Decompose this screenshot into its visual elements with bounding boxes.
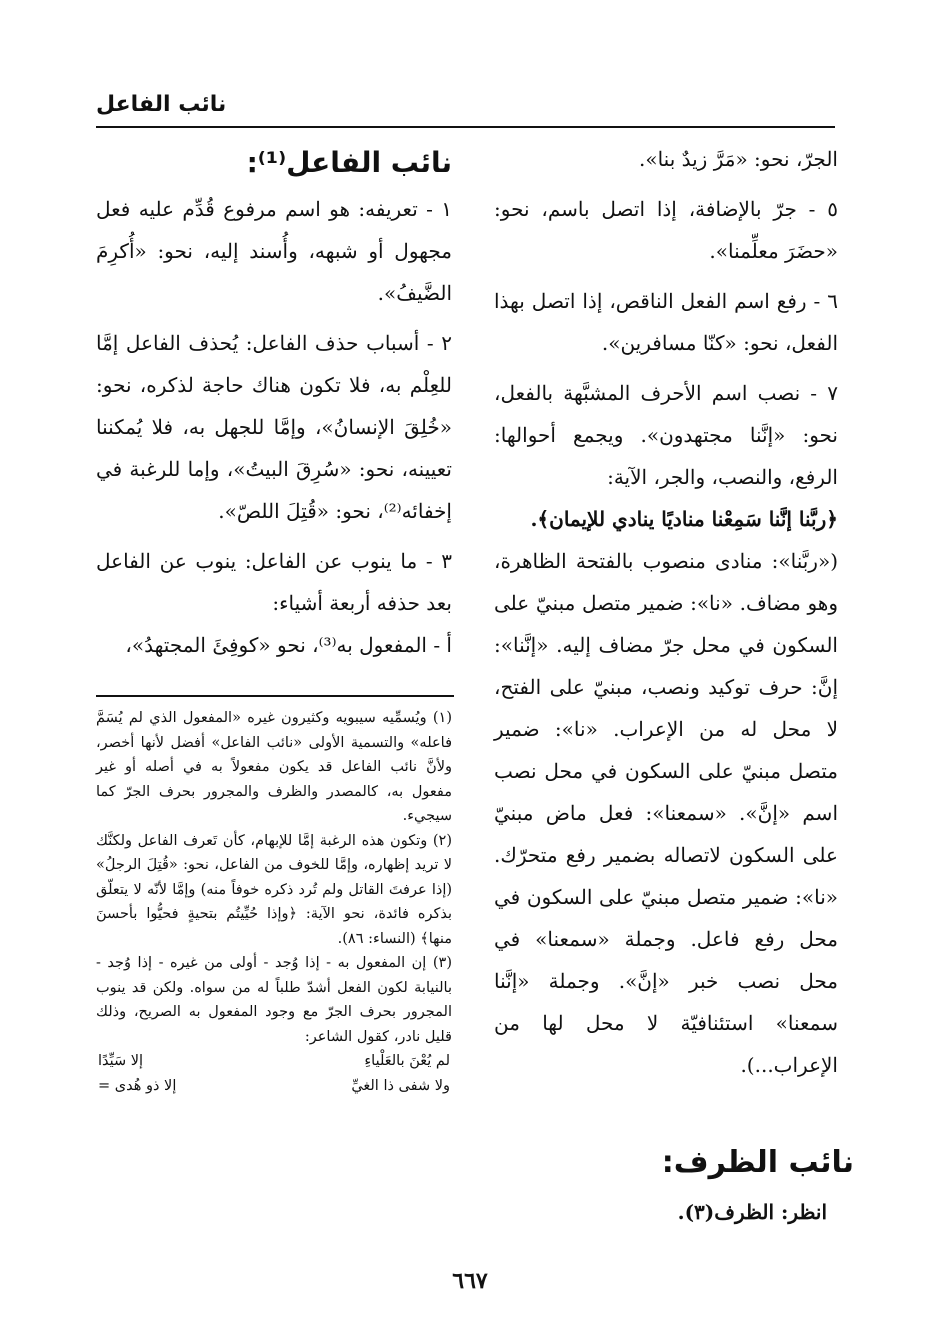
verse-1-hemistich-left: إلا سَيِّدًا: [98, 1053, 144, 1069]
paragraph-reasons: ٢ - أسباب حذف الفاعل: يُحذف الفاعل إمَّا للعِلْم به، فلا تكون هناك حاجة لذكره، نحو: «خُلِقَ الإنسانُ»، وإمَّا للجهل به، فلا يُمكننا تعيينه، نحو: «سُرِقَ البيتُ»، وإما للرغبة في إخفائه⁽²⁾، نحو: «قُتِلَ اللصّ».: [96, 331, 452, 523]
footnote-3: (٣) إن المفعول به - إذا وُجد - أولى من غيره - إذا وُجد - بالنيابة لكون الفعل أشدّ طلباً له من سواه. ولكن قد ينوب المجرور بحرف الجرّ مع وجود المفعول به الصريح، وذلك قليل نادر، كقول الشاعر:: [96, 955, 452, 1045]
footnote-rule: [96, 695, 454, 697]
header-rule: [96, 126, 835, 128]
paragraph-definition: ١ - تعريفه: هو اسم مرفوع قُدِّم عليه فعل مجهول أو شبهه، وأُسند إليه، نحو: «أُكرِمَ الضَّيفُ».: [96, 197, 452, 305]
right-column: [96, 138, 452, 666]
section-heading: نائب الفاعل⁽¹⁾:: [246, 146, 452, 179]
cross-reference: انظر: الظرف(٣).: [677, 1200, 827, 1224]
footnote-2: (٢) وتكون هذه الرغبة إمَّا للإبهام، كأن تَعرف الفاعل ولكنَّك لا تريد إظهاره، وإمَّا للخوف من الفاعل، نحو: «قُتِلَ الرجلُ» (إذا عرفتَ القاتل ولم تُرد ذكره خوفاً منه) وإمَّا لأنّه لا يتعلّق بذكره فائدة، نحو الآية: ﴿وإذا حُيِّيتُم بتحيةٍ فحيُّوا بأحسنَ منها﴾ (النساء: ٨٦).: [96, 832, 452, 947]
verse-1-hemistich-right: لم يُعْنَ بالعَلْياءِ: [364, 1053, 450, 1069]
adverb-substitute-heading: نائب الظرف:: [661, 1145, 854, 1180]
parsing-paragraph: («ربَّنا»: منادى منصوب بالفتحة الظاهرة، وهو مضاف. «نا»: ضمير متصل مبنيّ على السكون في محل جرّ مضاف إليه. «إنَّنا»: إنَّ: حرف توكيد ونصب، مبنيّ على الفتح، لا محل له من الإعراب. «نا»: ضمير متصل مبنيّ على السكون في محل نصب اسم «إنَّ». «سمعنا»: فعل ماض مبنيّ على السكون لاتصاله بضمير رفع متحرّك. «نا»: ضمير متصل مبنيّ على السكون في محل رفع فاعل. وجملة «سمعنا» في محل نصب خبر «إنَّ». وجملة «إنَّنا سمعنا» استئنافيّة لا محل لها من الإعراب...).: [494, 549, 838, 1077]
verse-2-hemistich-left: إلا ذو هُدى =: [98, 1077, 177, 1094]
paragraph-item-6: ٦ - رفع اسم الفعل الناقص، إذا اتصل بهذا الفعل، نحو: «كنّا مسافرين».: [494, 289, 838, 355]
paragraph-substitutes: ٣ - ما ينوب عن الفاعل: ينوب عن الفاعل بعد حذفه أربعة أشياء:: [96, 549, 452, 615]
page-number: ٦٦٧: [452, 1268, 488, 1294]
verse-2-hemistich-right: ولا شفى ذا الغيِّ: [351, 1077, 450, 1094]
footnote-1: (١) ويُسمِّيه سيبويه وكثيرون غيره «المفعول الذي لم يُسَمَّ فاعله» والتسمية الأولى «نائب الفاعل» أفضل لأنها أخصر، ولأنَّ نائب الفاعل قد يكون مفعولاً به في أصله أو غير مفعول به، كالمصدر والظرف والمجرور بحرف الجرّ كما سيجيء.: [96, 710, 452, 824]
verse-line-2: [96, 1074, 452, 1099]
footnotes: [96, 706, 452, 1098]
left-column: [494, 138, 838, 1086]
verse-line-1: [96, 1049, 452, 1074]
paragraph-item-5: ٥ - جرّ بالإضافة، إذا اتصل باسم، نحو: «حضَرَ معلِّمنا».: [494, 197, 838, 263]
paragraph-object: أ - المفعول به⁽³⁾، نحو «كوفِئَ المجتهدُ»،: [125, 633, 452, 657]
quran-verse: ﴿ربَّنا إنَّنا سَمِعْنا مناديًا ينادي للإيمان﴾.: [530, 507, 838, 531]
running-header: نائب الفاعل: [96, 92, 227, 117]
paragraph-continuation: الجرّ، نحو: «مَرَّ زيدٌ بنا».: [638, 147, 838, 171]
paragraph-item-7: ٧ - نصب اسم الأحرف المشبَّهة بالفعل، نحو: «إنَّنا مجتهدون». ويجمع أحوالها: الرفع، والنصب، والجر، الآية:: [494, 381, 838, 489]
